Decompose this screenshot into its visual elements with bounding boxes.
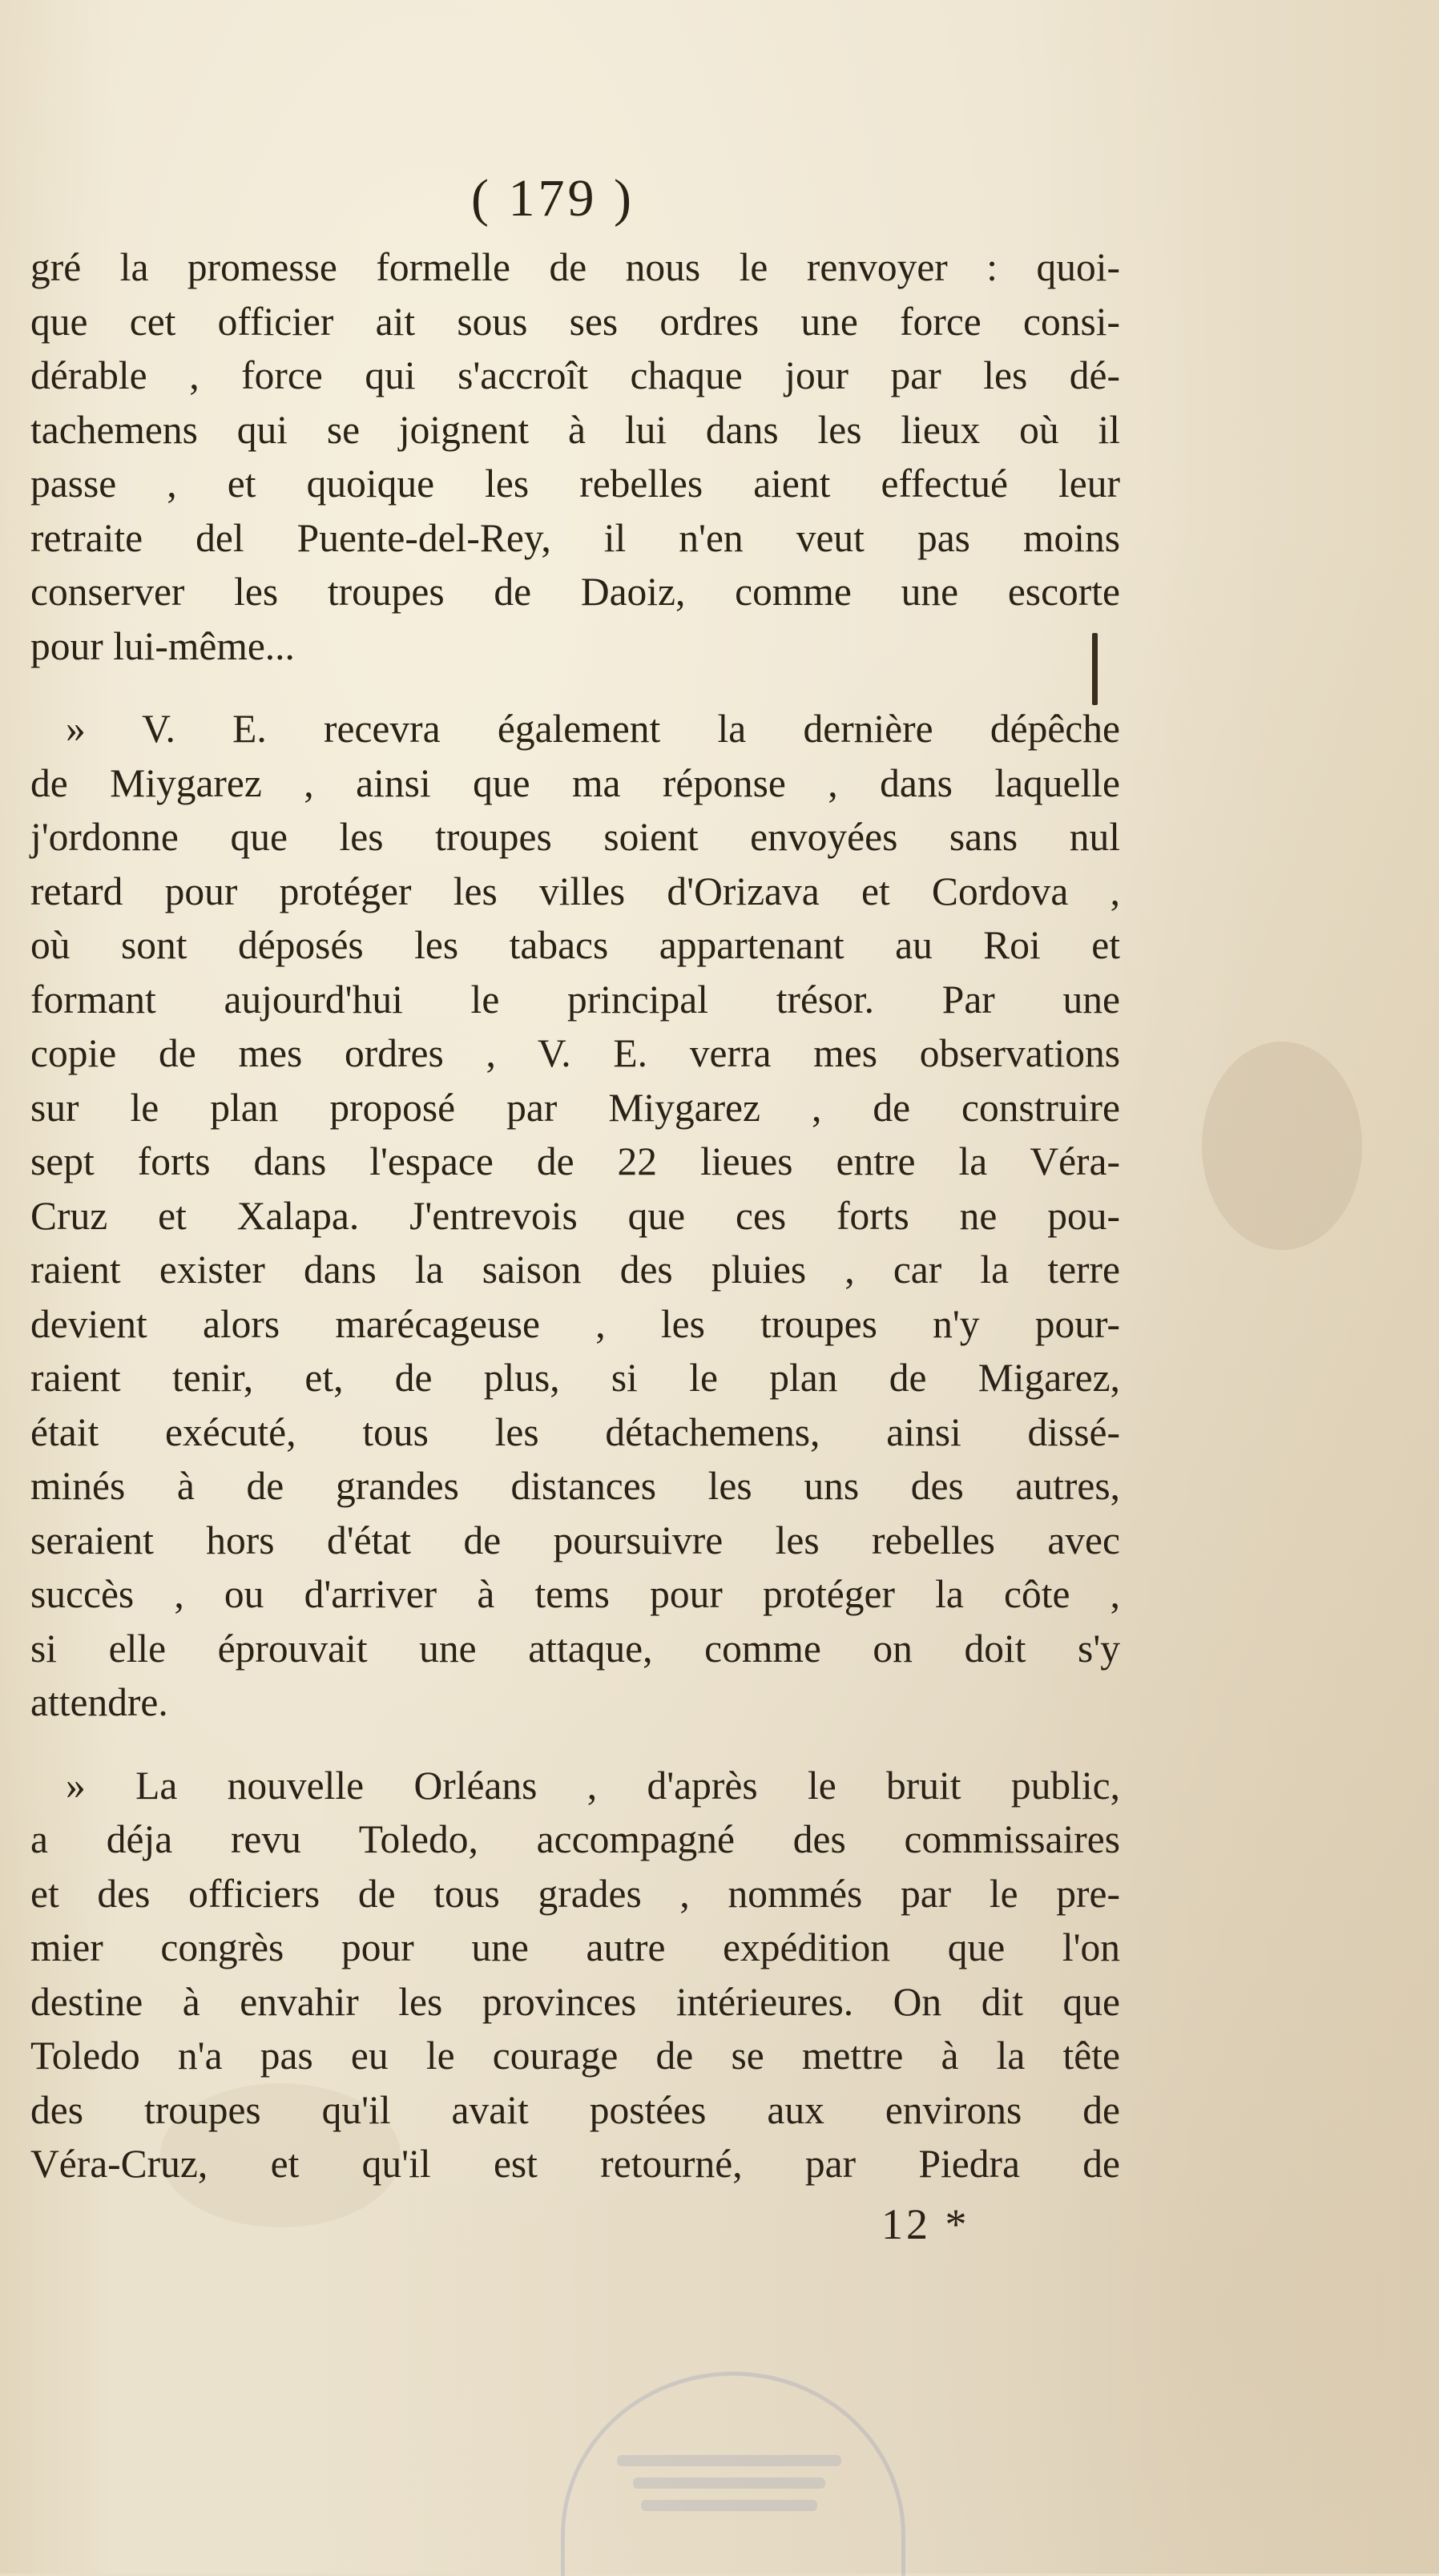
text-line: pour lui-même... bbox=[30, 623, 295, 668]
text-line: Toledo n'a pas eu le courage de se mettre à la tête bbox=[30, 2034, 1120, 2078]
text-line: de Miygarez , ainsi que ma réponse , dans laquelle bbox=[30, 760, 1120, 805]
text-line: que cet officier ait sous ses ordres une force consi- bbox=[30, 299, 1120, 344]
text-line: et des officiers de tous grades , nommés par le pre- bbox=[30, 1871, 1120, 1916]
text-line: conserver les troupes de Daoiz, comme une escorte bbox=[30, 570, 1120, 614]
text-line: tachemens qui se joignent à lui dans les lieux où il bbox=[30, 407, 1120, 452]
text-line: succès , ou d'arriver à tems pour protéger la côte , bbox=[30, 1572, 1120, 1616]
text-line: attendre. bbox=[30, 1680, 168, 1724]
text-line: copie de mes ordres , V. E. verra mes observations bbox=[30, 1031, 1120, 1075]
text-line: destine à envahir les provinces intérieures. On dit que bbox=[30, 1979, 1120, 2024]
text-line: mier congrès pour une autre expédition que l'on bbox=[30, 1925, 1120, 1969]
text-line: sept forts dans l'espace de 22 lieues entre la Véra- bbox=[30, 1139, 1120, 1183]
text-line: j'ordonne que les troupes soient envoyées sans nul bbox=[30, 815, 1120, 859]
text-line: Véra-Cruz, et qu'il est retourné, par Piedra de bbox=[30, 2142, 1120, 2186]
signature-mark: 12 * bbox=[881, 2200, 970, 2248]
text-line: » V. E. recevra également la dernière dépêche bbox=[66, 707, 1120, 751]
text-line: Cruz et Xalapa. J'entrevois que ces forts ne pou- bbox=[30, 1193, 1120, 1238]
paper-stain bbox=[1202, 1042, 1362, 1250]
text-line: minés à de grandes distances les uns des autres, bbox=[30, 1464, 1120, 1508]
paragraph-1 bbox=[30, 240, 1120, 673]
text-line: a déja revu Toledo, accompagné des commissaires bbox=[30, 1817, 1120, 1861]
text-line: formant aujourd'hui le principal trésor. Par une bbox=[30, 977, 1120, 1022]
paragraph-2 bbox=[30, 702, 1120, 1730]
body-text bbox=[30, 240, 1120, 2191]
text-line: passe , et quoique les rebelles aient effectué leur bbox=[30, 462, 1120, 506]
page-number: ( 179 ) bbox=[471, 169, 635, 228]
text-line: raient exister dans la saison des pluies , car la terre bbox=[30, 1248, 1120, 1292]
text-line: gré la promesse formelle de nous le renvoyer : quoi- bbox=[30, 245, 1120, 289]
library-stamp-text bbox=[593, 2444, 865, 2548]
text-line: retard pour protéger les villes d'Orizava et Cordova , bbox=[30, 869, 1120, 913]
text-line: des troupes qu'il avait postées aux environs de bbox=[30, 2087, 1120, 2132]
text-line: seraient hors d'état de poursuivre les rebelles avec bbox=[30, 1518, 1120, 1562]
paragraph-3 bbox=[30, 1759, 1120, 2191]
text-line: raient tenir, et, de plus, si le plan de Migarez, bbox=[30, 1356, 1120, 1400]
text-line: devient alors marécageuse , les troupes n'y pour- bbox=[30, 1301, 1120, 1346]
text-line: sur le plan proposé par Miygarez , de construire bbox=[30, 1085, 1120, 1130]
text-line: était exécuté, tous les détachemens, ainsi dissé- bbox=[30, 1409, 1120, 1454]
text-line: retraite del Puente-del-Rey, il n'en veut pas moins bbox=[30, 515, 1120, 560]
text-line: si elle éprouvait une attaque, comme on doit s'y bbox=[30, 1626, 1120, 1671]
margin-mark bbox=[1092, 633, 1098, 705]
text-line: où sont déposés les tabacs appartenant au Roi et bbox=[30, 923, 1120, 967]
text-line: » La nouvelle Orléans , d'après le bruit public, bbox=[66, 1763, 1120, 1808]
text-line: dérable , force qui s'accroît chaque jour par les dé- bbox=[30, 353, 1120, 397]
